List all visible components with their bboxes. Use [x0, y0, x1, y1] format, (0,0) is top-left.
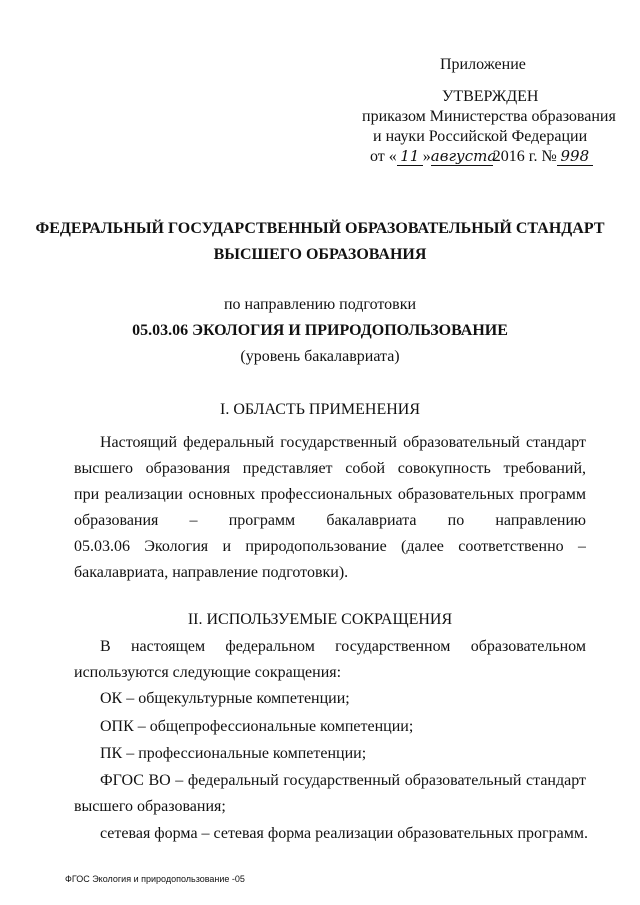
direction-code-name: 05.03.06 ЭКОЛОГИЯ И ПРИРОДОПОЛЬЗОВАНИЕ — [132, 322, 508, 339]
order-number-handwritten: 998 — [557, 147, 593, 166]
paragraph-line: Настоящий федеральный государственный образовательный стандарт — [100, 434, 586, 451]
section-2-heading: II. ИСПОЛЬЗУЕМЫЕ СОКРАЩЕНИЯ — [187, 611, 453, 628]
order-line-1: приказом Министерства образования — [362, 108, 616, 125]
approved-label: УТВЕРЖДЕН — [442, 88, 539, 105]
paragraph-line: высшего образования; — [74, 798, 226, 815]
paragraph-line: используются следующие сокращения: — [74, 664, 342, 681]
direction-label: по направлению подготовки — [223, 296, 417, 313]
abbreviation-network-form: сетевая форма – сетевая форма реализации образовательных программ. — [100, 825, 588, 842]
paragraph-line: ФГОС ВО – федеральный государственный образовательный стандарт — [100, 772, 586, 789]
date-prefix: от « — [370, 148, 397, 165]
date-month-handwritten: августа — [430, 147, 497, 165]
section-1-paragraph — [74, 430, 586, 586]
order-date-line — [370, 146, 593, 168]
date-year: 2016 г. № — [492, 148, 557, 165]
paragraph-line: образования – программ бакалавриата по направлению — [74, 512, 586, 529]
section-2-intro — [74, 634, 586, 686]
paragraph-line: 05.03.06 Экология и природопользование (далее соответственно – — [74, 538, 586, 555]
document-title-line-2: ВЫСШЕГО ОБРАЗОВАНИЯ — [213, 246, 427, 263]
order-line-2: и науки Российской Федерации — [373, 128, 588, 145]
document-title-line-1: ФЕДЕРАЛЬНЫЙ ГОСУДАРСТВЕННЫЙ ОБРАЗОВАТЕЛЬНЫЙ СТАНДАРТ — [35, 220, 605, 237]
appendix-label: Приложение — [440, 56, 526, 73]
paragraph-line: при реализации основных профессиональных образовательных программ — [74, 486, 586, 503]
page-footer: ФГОС Экология и природопользование -05 — [65, 874, 245, 884]
date-day-handwritten: 11 — [397, 147, 423, 166]
abbreviation-ok: ОК – общекультурные компетенции; — [100, 690, 350, 707]
abbreviation-fgos — [74, 768, 586, 820]
section-1-heading: I. ОБЛАСТЬ ПРИМЕНЕНИЯ — [219, 401, 421, 418]
education-level: (уровень бакалавриата) — [240, 348, 400, 365]
paragraph-line: бакалавриата, направление подготовки). — [74, 564, 349, 581]
paragraph-line: высшего образования представляет собой совокупность требований, — [74, 460, 586, 477]
abbreviation-opk: ОПК – общепрофессиональные компетенции; — [100, 718, 414, 735]
date-mid: » — [422, 148, 431, 165]
abbreviation-pk: ПК – профессиональные компетенции; — [100, 745, 367, 762]
paragraph-line: В настоящем федеральном государственном образовательном — [100, 638, 586, 655]
